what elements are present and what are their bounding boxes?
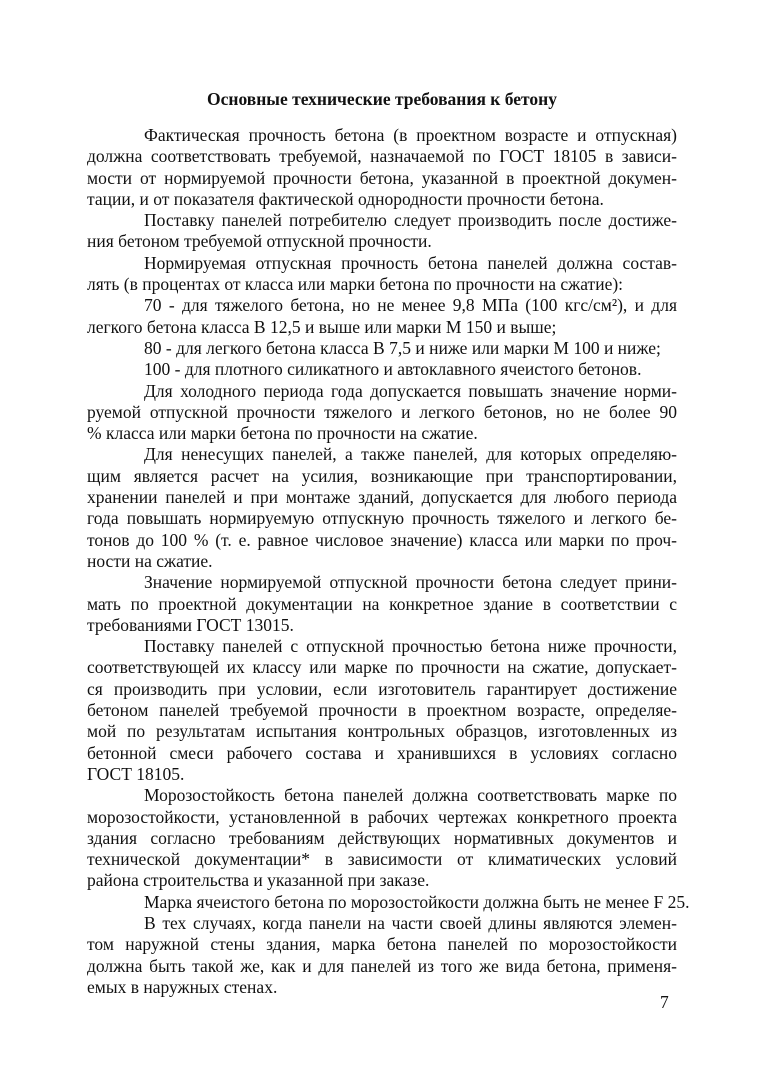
paragraph [87, 359, 677, 380]
text-line: лять (в процентах от класса или марки бетона по прочности на сжатие): [87, 274, 624, 295]
text-line: бетоном панелей требуемой прочности в проектном возрасте, определяе- [87, 700, 677, 721]
paragraph [87, 125, 677, 210]
paragraph [87, 210, 677, 253]
text-line: мать по проектной документации на конкретное здание в соответствии с [87, 593, 677, 614]
text-line: легкого бетона класса В 12,5 и выше или марки М 150 и выше; [87, 316, 557, 337]
text-line: должна быть такой же, как и для панелей из того же вида бетона, применя- [87, 955, 677, 976]
text-line: 80 - для легкого бетона класса В 7,5 и ниже или марки М 100 и ниже; [144, 337, 661, 358]
paragraph [87, 636, 677, 785]
text-line: требованиями ГОСТ 13015. [87, 614, 294, 635]
text-line: руемой отпускной прочности тяжелого и легкого бетонов, но не более 90 [87, 401, 677, 422]
text-line: морозостойкости, установленной в рабочих чертежах конкретного проекта [87, 806, 677, 827]
page-title: Основные технические требования к бетону [206, 89, 558, 109]
text-line: % класса или марки бетона по прочности на сжатие. [87, 423, 478, 444]
text-line: том наружной стены здания, марка бетона панелей по морозостойкости [87, 934, 677, 955]
text-line: бетонной смеси рабочего состава и хранившихся в условиях согласно [87, 742, 677, 763]
text-line: должна соответствовать требуемой, назначаемой по ГОСТ 18105 в зависи- [87, 146, 677, 167]
paragraph [87, 913, 677, 998]
text-line: технической документации* в зависимости от климатических условий [87, 849, 677, 870]
paragraph [87, 891, 690, 913]
paragraph [87, 785, 677, 891]
text-line: Для ненесущих панелей, а также панелей, для которых определяю- [144, 444, 677, 465]
text-line: Марка ячеистого бетона по морозостойкости должна быть не менее F 25. [144, 891, 690, 912]
text-line: тации, и от показателя фактической однородности прочности бетона. [87, 188, 604, 209]
paragraph [87, 338, 677, 359]
text-line: щим является расчет на усилия, возникающие при транспортировании, [87, 465, 677, 486]
paragraph [87, 572, 677, 636]
page-number: 7 [660, 992, 669, 1012]
text-line: ся производить при условии, если изготовитель гарантирует достижение [87, 678, 677, 699]
text-line: хранении панелей и при монтаже зданий, допускается для любого периода [87, 487, 677, 508]
paragraph [87, 295, 677, 338]
paragraph [87, 444, 677, 572]
text-line: района строительства и указанной при заказе. [87, 870, 430, 891]
text-line: 70 - для тяжелого бетона, но не менее 9,8 МПа (100 кгс/см²), и для [144, 295, 677, 316]
text-line: Морозостойкость бетона панелей должна соответствовать марке по [144, 785, 677, 806]
paragraph [87, 253, 677, 296]
text-line: тонов до 100 % (т. е. равное числовое значение) класса или марки по проч- [87, 529, 677, 550]
text-line: В тех случаях, когда панели на части своей длины являются элемен- [144, 912, 677, 933]
text-line: соответствующей их классу или марке по прочности на сжатие, допускает- [87, 657, 677, 678]
text-line: года повышать нормируемую отпускную прочность тяжелого и легкого бе- [87, 508, 677, 529]
text-line: ности на сжатие. [87, 550, 213, 571]
text-line: емых в наружных стенах. [87, 976, 278, 997]
text-line: Значение нормируемой отпускной прочности бетона следует прини- [144, 572, 677, 593]
text-line: Для холодного периода года допускается повышать значение норми- [144, 380, 677, 401]
paragraph [87, 381, 677, 445]
text-line: Поставку панелей потребителю следует производить после достиже- [144, 210, 677, 231]
text-line: здания согласно требованиям действующих нормативных документов и [87, 827, 677, 848]
text-line: мости от нормируемой прочности бетона, указанной в проектной докумен- [87, 167, 677, 188]
text-line: мой по результатам испытания контрольных образцов, изготовленных из [87, 721, 677, 742]
text-line: Поставку панелей с отпускной прочностью бетона ниже прочности, [144, 636, 677, 657]
text-line: Нормируемая отпускная прочность бетона панелей должна состав- [144, 252, 677, 273]
text-line: ния бетоном требуемой отпускной прочности. [87, 231, 432, 252]
text-line: Фактическая прочность бетона (в проектном возрасте и отпускная) [144, 125, 677, 145]
text-line: 100 - для плотного силикатного и автоклавного ячеистого бетонов. [144, 359, 642, 380]
document-body [87, 125, 690, 998]
text-line: ГОСТ 18105. [87, 763, 185, 784]
